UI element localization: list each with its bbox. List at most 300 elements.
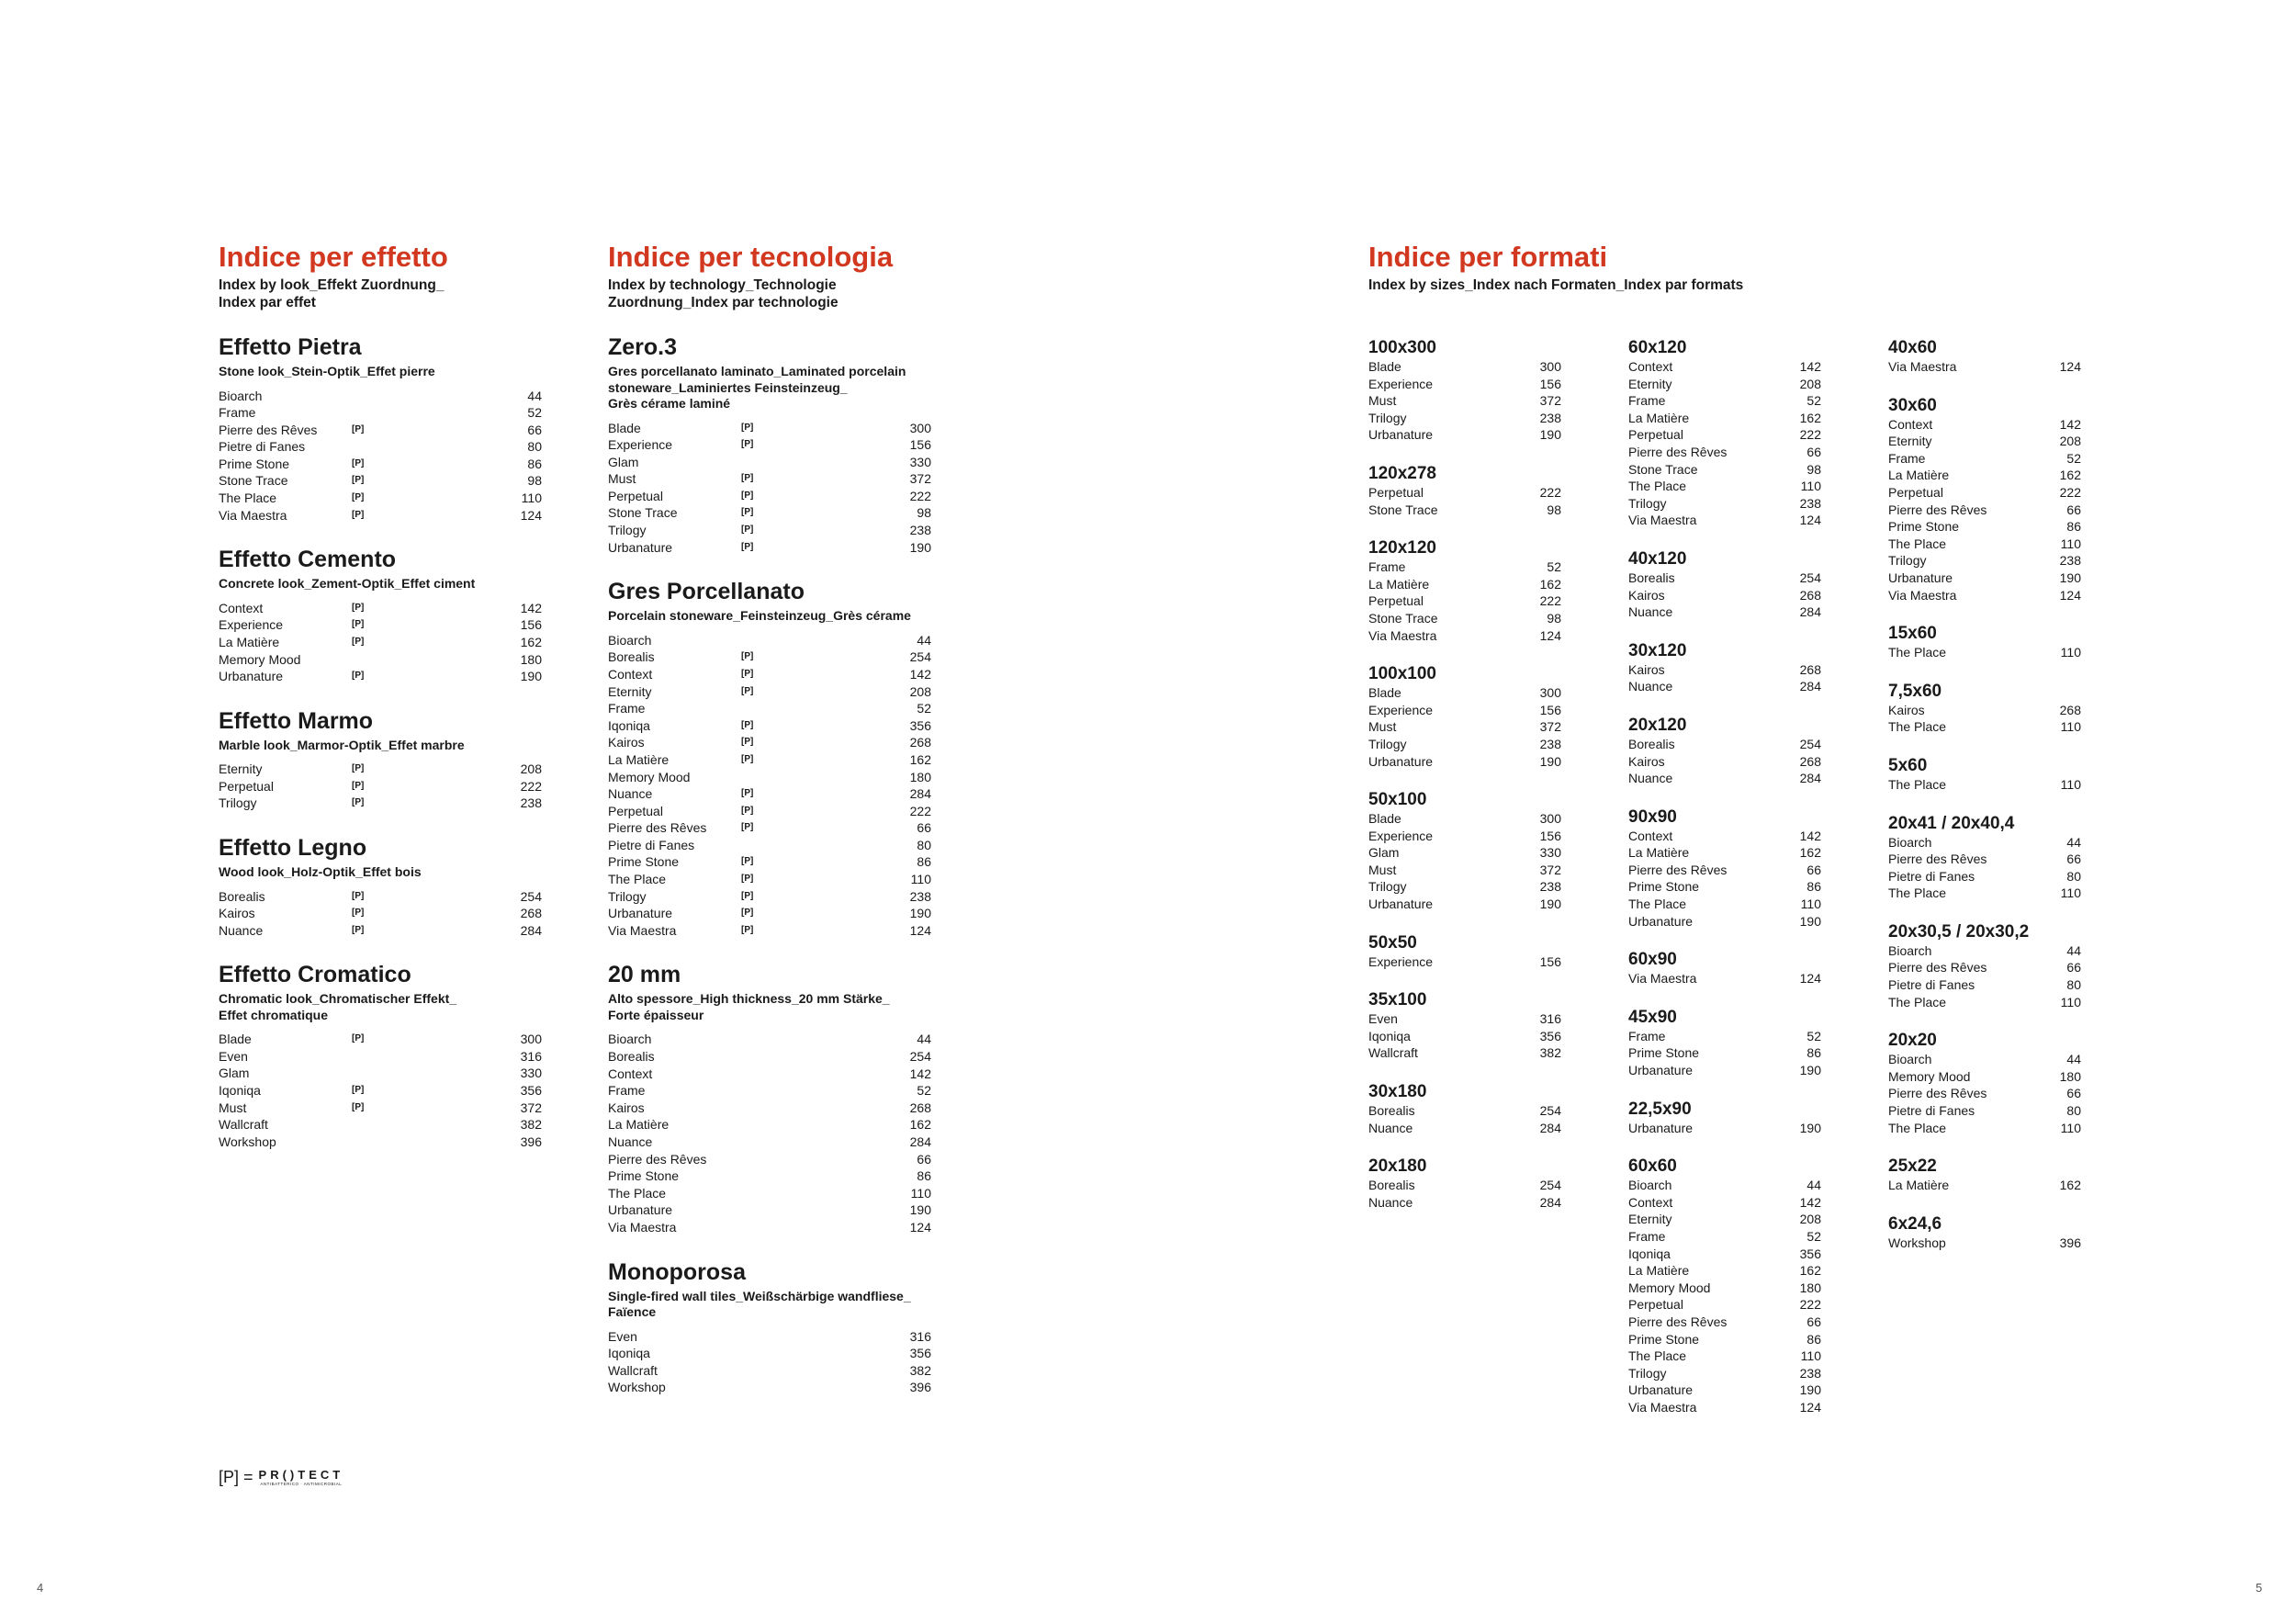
format-size: 40x120 [1628, 548, 1687, 569]
format-size: 5x60 [1888, 755, 1928, 775]
collection-name: Nuance [219, 922, 264, 938]
collection-name: Via Maestra [1628, 513, 1697, 528]
page-ref: 110 [2060, 645, 2081, 660]
list-item [219, 1100, 542, 1117]
list-item [608, 769, 931, 786]
collection-name: Frame [1368, 559, 1406, 575]
collection-name: Trilogy [1368, 410, 1407, 425]
page-ref: 190 [1799, 1382, 1821, 1398]
protect-marker: [P] [352, 423, 365, 434]
format-block [1368, 538, 1561, 644]
protect-marker: [P] [741, 439, 754, 450]
list-item [1628, 1262, 1821, 1280]
page-ref: 330 [1539, 845, 1561, 861]
collection-name: Urbanature [608, 906, 673, 921]
list-item [1888, 959, 2081, 976]
list-item [1368, 862, 1561, 879]
collection-name: Stone Trace [1368, 610, 1438, 626]
list-item [608, 420, 931, 437]
entry-list [219, 388, 542, 524]
section-title: Effetto Pietra [219, 334, 362, 360]
collection-name: Perpetual [1628, 427, 1683, 443]
page-ref: 190 [1539, 427, 1561, 443]
collection-name: Nuance [1628, 679, 1673, 694]
page-ref: 156 [1539, 702, 1561, 717]
index-section [219, 963, 542, 1150]
collection-name: Context [608, 1066, 653, 1081]
page-ref: 254 [1799, 736, 1821, 751]
protect-marker: [P] [352, 1085, 365, 1096]
list-item [1368, 592, 1561, 610]
list-item [608, 522, 931, 539]
list-item [1368, 1010, 1561, 1028]
collection-name: Kairos [1628, 661, 1665, 677]
collection-name: The Place [1888, 536, 1947, 551]
page-ref: 208 [909, 683, 931, 699]
collection-name: The Place [1888, 994, 1947, 1009]
list-item [1628, 426, 1821, 444]
list-item [1628, 1365, 1821, 1382]
list-item [1888, 1120, 2081, 1137]
page-ref: 300 [1539, 811, 1561, 827]
index-section [608, 963, 931, 1235]
page-ref: 86 [917, 1168, 931, 1184]
list-item [219, 438, 542, 456]
collection-name: Stone Trace [608, 505, 678, 521]
list-item [1888, 1051, 2081, 1068]
collection-name: La Matière [1628, 845, 1690, 861]
list-item [1368, 810, 1561, 828]
page-ref: 80 [917, 837, 931, 852]
collection-name: Borealis [1628, 736, 1675, 751]
page-ref: 162 [1539, 576, 1561, 592]
page-ref: 238 [1799, 1365, 1821, 1381]
page-ref: 52 [2066, 450, 2081, 466]
collection-name: The Place [608, 1185, 667, 1201]
page-ref: 98 [1547, 502, 1561, 517]
collection-name: Urbanature [1368, 753, 1434, 769]
collection-name: Stone Trace [219, 473, 288, 489]
page-ref: 238 [909, 888, 931, 904]
collection-name: Memory Mood [1628, 1280, 1711, 1295]
collection-name: Kairos [1628, 587, 1665, 603]
format-block [1368, 664, 1561, 770]
page-ref: 190 [909, 1202, 931, 1218]
collection-name: Urbanature [1628, 1382, 1694, 1398]
section-subtitle: Wood look_Holz-Optik_Effet bois [219, 864, 422, 879]
list-item [608, 717, 931, 735]
collection-name: Wallcraft [219, 1117, 268, 1133]
list-item [1628, 478, 1821, 495]
collection-name: The Place [1888, 645, 1947, 660]
format-block [1888, 1156, 2081, 1194]
collection-name: Memory Mood [1888, 1068, 1971, 1084]
format-block [1888, 922, 2081, 1010]
collection-name: Kairos [608, 735, 645, 750]
list-item [219, 388, 542, 405]
collection-name: Pietre di Fanes [1888, 1103, 1975, 1119]
list-item [219, 795, 542, 812]
list-item [608, 1219, 931, 1236]
format-block [1368, 990, 1561, 1062]
page-ref: 142 [2059, 416, 2081, 432]
list-item [608, 648, 931, 666]
collection-name: Iqoniqa [219, 1083, 261, 1099]
format-block [1628, 1100, 1821, 1137]
protect-marker: [P] [741, 524, 754, 536]
list-item [608, 1328, 931, 1346]
collection-name: Trilogy [608, 888, 647, 904]
page-ref: 44 [2066, 942, 2081, 958]
list-item [1628, 570, 1821, 587]
collection-name: The Place [608, 872, 667, 887]
entry-list [608, 632, 931, 940]
collection-name: Via Maestra [1888, 587, 1957, 603]
protect-marker: [P] [741, 719, 754, 730]
list-item [219, 422, 542, 439]
page-ref: 222 [909, 803, 931, 818]
section-list [219, 335, 542, 1150]
entry-list [219, 600, 542, 685]
protect-marker: [P] [352, 602, 365, 613]
page-ref: 124 [1539, 627, 1561, 643]
format-block [1368, 464, 1561, 518]
page-ref: 284 [1799, 604, 1821, 620]
page-ref: 156 [1539, 953, 1561, 969]
list-item [1628, 376, 1821, 393]
page-ref: 110 [2060, 719, 2081, 735]
collection-name: Context [1628, 1194, 1673, 1210]
list-item [1368, 502, 1561, 519]
format-block [1368, 790, 1561, 913]
page-ref: 44 [527, 388, 542, 403]
list-item [219, 668, 542, 685]
collection-name: Wallcraft [608, 1362, 658, 1378]
list-item [1368, 376, 1561, 393]
list-item [1368, 702, 1561, 719]
collection-name: Stone Trace [1368, 502, 1438, 517]
format-column [1628, 338, 1821, 1437]
list-item [1368, 558, 1561, 576]
collection-name: Trilogy [1888, 553, 1927, 569]
collection-name: Eternity [1888, 434, 1932, 449]
list-item [1628, 678, 1821, 695]
page-ref: 86 [1806, 1331, 1821, 1347]
page-ref: 156 [520, 617, 542, 633]
list-item [219, 634, 542, 651]
list-item [1628, 828, 1821, 845]
section-subtitle: Marble look_Marmor-Optik_Effet marbre [219, 737, 465, 752]
collection-name: Must [608, 471, 636, 487]
page-ref: 162 [1799, 410, 1821, 425]
format-size: 20x180 [1368, 1156, 1427, 1177]
list-item [1888, 1085, 2081, 1102]
list-item [608, 871, 931, 888]
list-item [608, 1116, 931, 1133]
collection-name: Bioarch [1888, 942, 1932, 958]
collection-name: Kairos [608, 1100, 645, 1115]
list-item [1628, 512, 1821, 529]
page-ref: 162 [909, 1117, 931, 1133]
format-block [1888, 338, 2081, 376]
list-item [608, 751, 931, 769]
list-item [608, 1185, 931, 1202]
collection-name: Pietre di Fanes [1888, 868, 1975, 884]
entry-list [608, 1031, 931, 1235]
page-ref: 268 [1799, 661, 1821, 677]
list-item [1368, 426, 1561, 444]
list-item [1888, 1102, 2081, 1120]
collection-name: Iqoniqa [1628, 1246, 1671, 1261]
collection-name: Borealis [608, 649, 655, 665]
page-ref: 52 [1547, 559, 1561, 575]
collection-name: La Matière [1628, 410, 1690, 425]
page-ref: 190 [909, 539, 931, 555]
list-item [1888, 518, 2081, 536]
collection-name: Context [1628, 828, 1673, 843]
collection-name: Pietre di Fanes [1888, 977, 1975, 993]
list-item [1368, 828, 1561, 845]
page-ref: 190 [1799, 913, 1821, 929]
format-size: 45x90 [1628, 1007, 1677, 1027]
page-ref: 372 [520, 1100, 542, 1115]
collection-name: Nuance [608, 1134, 653, 1149]
collection-name: La Matière [608, 751, 670, 767]
section-title: Effetto Cemento [219, 547, 397, 573]
list-item [1368, 1028, 1561, 1045]
list-item [219, 472, 542, 490]
collection-name: Prime Stone [1888, 519, 1960, 535]
format-size: 20x41 / 20x40,4 [1888, 813, 2015, 833]
page-ref: 44 [917, 632, 931, 648]
protect-marker: [P] [741, 890, 754, 901]
collection-name: Via Maestra [1888, 359, 1957, 374]
list-item [1628, 461, 1821, 479]
page-ref: 268 [909, 1100, 931, 1115]
collection-name: Memory Mood [608, 769, 691, 784]
list-item [1628, 1028, 1821, 1045]
list-item [219, 905, 542, 922]
page-ref: 110 [910, 872, 931, 887]
section-subtitle: Concrete look_Zement-Optik_Effet ciment [219, 576, 476, 592]
collection-name: Bioarch [1888, 834, 1932, 850]
page-ref: 44 [1806, 1178, 1821, 1193]
collection-name: Pierre des Rêves [1888, 960, 1987, 976]
section-subtitle: Alto spessore_High thickness_20 mm Stärke_ Forte épaisseur [608, 991, 890, 1022]
list-item [1628, 1348, 1821, 1365]
page-number-right: 5 [2256, 1581, 2263, 1595]
collection-name: Experience [219, 617, 284, 633]
index-section [219, 547, 542, 684]
entry-list [219, 761, 542, 812]
list-item [1888, 776, 2081, 794]
list-item [608, 888, 931, 906]
page-ref: 356 [909, 717, 931, 733]
page-title: Indice per effetto [219, 241, 448, 273]
protect-marker: [P] [741, 651, 754, 662]
format-block [1628, 1156, 1821, 1415]
page-ref: 110 [2060, 776, 2081, 792]
collection-name: Glam [219, 1066, 250, 1081]
format-size: 100x300 [1368, 338, 1436, 357]
format-size: 30x180 [1368, 1082, 1427, 1102]
collection-name: Trilogy [1628, 1365, 1667, 1381]
list-item [608, 666, 931, 683]
list-item [1628, 444, 1821, 461]
page-ref: 124 [2059, 359, 2081, 374]
collection-name: Eternity [608, 683, 652, 699]
format-block [1368, 1156, 1561, 1211]
format-block [1628, 1008, 1821, 1079]
list-item [219, 1031, 542, 1048]
collection-name: Frame [1888, 450, 1926, 466]
collection-name: Urbanature [608, 539, 673, 555]
list-item [608, 819, 931, 837]
page-ref: 80 [2066, 977, 2081, 993]
protect-marker: [P] [741, 737, 754, 748]
collection-name: Frame [1628, 1229, 1666, 1244]
list-item [1368, 484, 1561, 502]
collection-name: La Matière [219, 634, 280, 649]
list-item [608, 1167, 931, 1185]
page-ref: 268 [1799, 587, 1821, 603]
collection-name: Frame [1628, 393, 1666, 409]
protect-marker: [P] [352, 636, 365, 647]
format-size: 60x60 [1628, 1156, 1677, 1177]
list-item [1628, 358, 1821, 376]
format-block [1368, 933, 1561, 971]
page-ref: 190 [520, 669, 542, 684]
list-item [1888, 702, 2081, 719]
list-item [1628, 603, 1821, 621]
page-ref: 222 [1539, 484, 1561, 500]
list-item [1628, 495, 1821, 513]
collection-name: Experience [1368, 828, 1434, 843]
format-column [1888, 338, 2081, 1271]
page-ref: 44 [2066, 1052, 2081, 1067]
list-item [608, 488, 931, 505]
protect-marker: [P] [741, 668, 754, 679]
format-block [1628, 950, 1821, 987]
list-item [608, 1048, 931, 1066]
page-ref: 110 [2060, 1120, 2081, 1135]
page-ref: 238 [1799, 495, 1821, 511]
page-ref: 356 [909, 1346, 931, 1361]
protect-marker: [P] [741, 422, 754, 433]
list-item [219, 616, 542, 634]
collection-name: Pierre des Rêves [1628, 1314, 1728, 1329]
protect-marker: [P] [352, 890, 365, 901]
list-item [219, 1048, 542, 1066]
list-item [608, 853, 931, 871]
page-ref: 190 [2059, 570, 2081, 585]
format-size: 120x120 [1368, 538, 1436, 558]
format-block [1888, 624, 2081, 661]
collection-name: Kairos [1628, 753, 1665, 769]
list-item [1628, 844, 1821, 862]
list-item [1628, 862, 1821, 879]
list-item [1628, 770, 1821, 787]
list-item [1368, 1194, 1561, 1212]
collection-name: Workshop [608, 1380, 666, 1395]
collection-name: The Place [1628, 1348, 1687, 1364]
page-ref: 190 [1799, 1063, 1821, 1078]
format-block [1888, 756, 2081, 794]
list-item [608, 1066, 931, 1083]
collection-name: Glam [608, 454, 639, 469]
page-ref: 124 [909, 1219, 931, 1235]
list-item [608, 454, 931, 471]
collection-name: The Place [1628, 479, 1687, 494]
collection-name: Must [1368, 862, 1397, 877]
page-ref: 190 [1539, 753, 1561, 769]
page-ref: 66 [2066, 960, 2081, 976]
page-ref: 66 [917, 1151, 931, 1167]
collection-name: Kairos [219, 906, 255, 921]
page-ref: 124 [909, 922, 931, 938]
section-list [608, 335, 931, 1396]
list-item [1888, 467, 2081, 484]
protect-marker: [P] [352, 457, 365, 468]
protect-marker: [P] [352, 1101, 365, 1112]
format-block [1628, 716, 1821, 787]
index-by-technology [608, 241, 931, 1396]
collection-name: Perpetual [1628, 1297, 1683, 1313]
page-ref: 110 [2060, 885, 2081, 901]
format-block [1888, 396, 2081, 604]
entry-list [219, 1031, 542, 1150]
collection-name: Nuance [1628, 771, 1673, 786]
protect-marker: [P] [352, 924, 365, 935]
collection-name: Glam [1368, 845, 1400, 861]
collection-name: Perpetual [608, 803, 663, 818]
list-item [1368, 627, 1561, 645]
page-ref: 284 [1539, 1194, 1561, 1210]
list-item [1368, 753, 1561, 771]
page-ref: 300 [520, 1032, 542, 1047]
list-item [1628, 1177, 1821, 1194]
page-ref: 86 [527, 456, 542, 471]
protect-marker: [P] [741, 805, 754, 816]
list-item [608, 1201, 931, 1219]
format-size: 40x60 [1888, 338, 1937, 357]
collection-name: Borealis [1628, 570, 1675, 585]
section-subtitle: Stone look_Stein-Optik_Effet pierre [219, 364, 435, 378]
section-title: Zero.3 [608, 334, 678, 360]
list-item [1628, 410, 1821, 427]
page-ref: 66 [1806, 444, 1821, 459]
page-ref: 98 [917, 505, 931, 521]
legend-label: [P] = [219, 1468, 253, 1486]
collection-name: Nuance [1368, 1120, 1413, 1135]
format-size: 30x60 [1888, 395, 1937, 415]
entry-list [219, 888, 542, 940]
collection-name: Blade [1368, 811, 1401, 827]
page-ref: 190 [1539, 897, 1561, 912]
page-ref: 372 [1539, 719, 1561, 735]
page-ref: 396 [2059, 1235, 2081, 1250]
collection-name: Prime Stone [1628, 1331, 1700, 1347]
page-ref: 110 [2060, 994, 2081, 1009]
list-item [219, 922, 542, 940]
page-ref: 284 [520, 922, 542, 938]
page-ref: 86 [1806, 879, 1821, 895]
list-item [608, 683, 931, 701]
list-item [1368, 1177, 1561, 1194]
page-ref: 86 [917, 854, 931, 870]
section-subtitle: Porcelain stoneware_Feinsteinzeug_Grès cérame [608, 608, 911, 624]
collection-name: Context [1628, 359, 1673, 374]
